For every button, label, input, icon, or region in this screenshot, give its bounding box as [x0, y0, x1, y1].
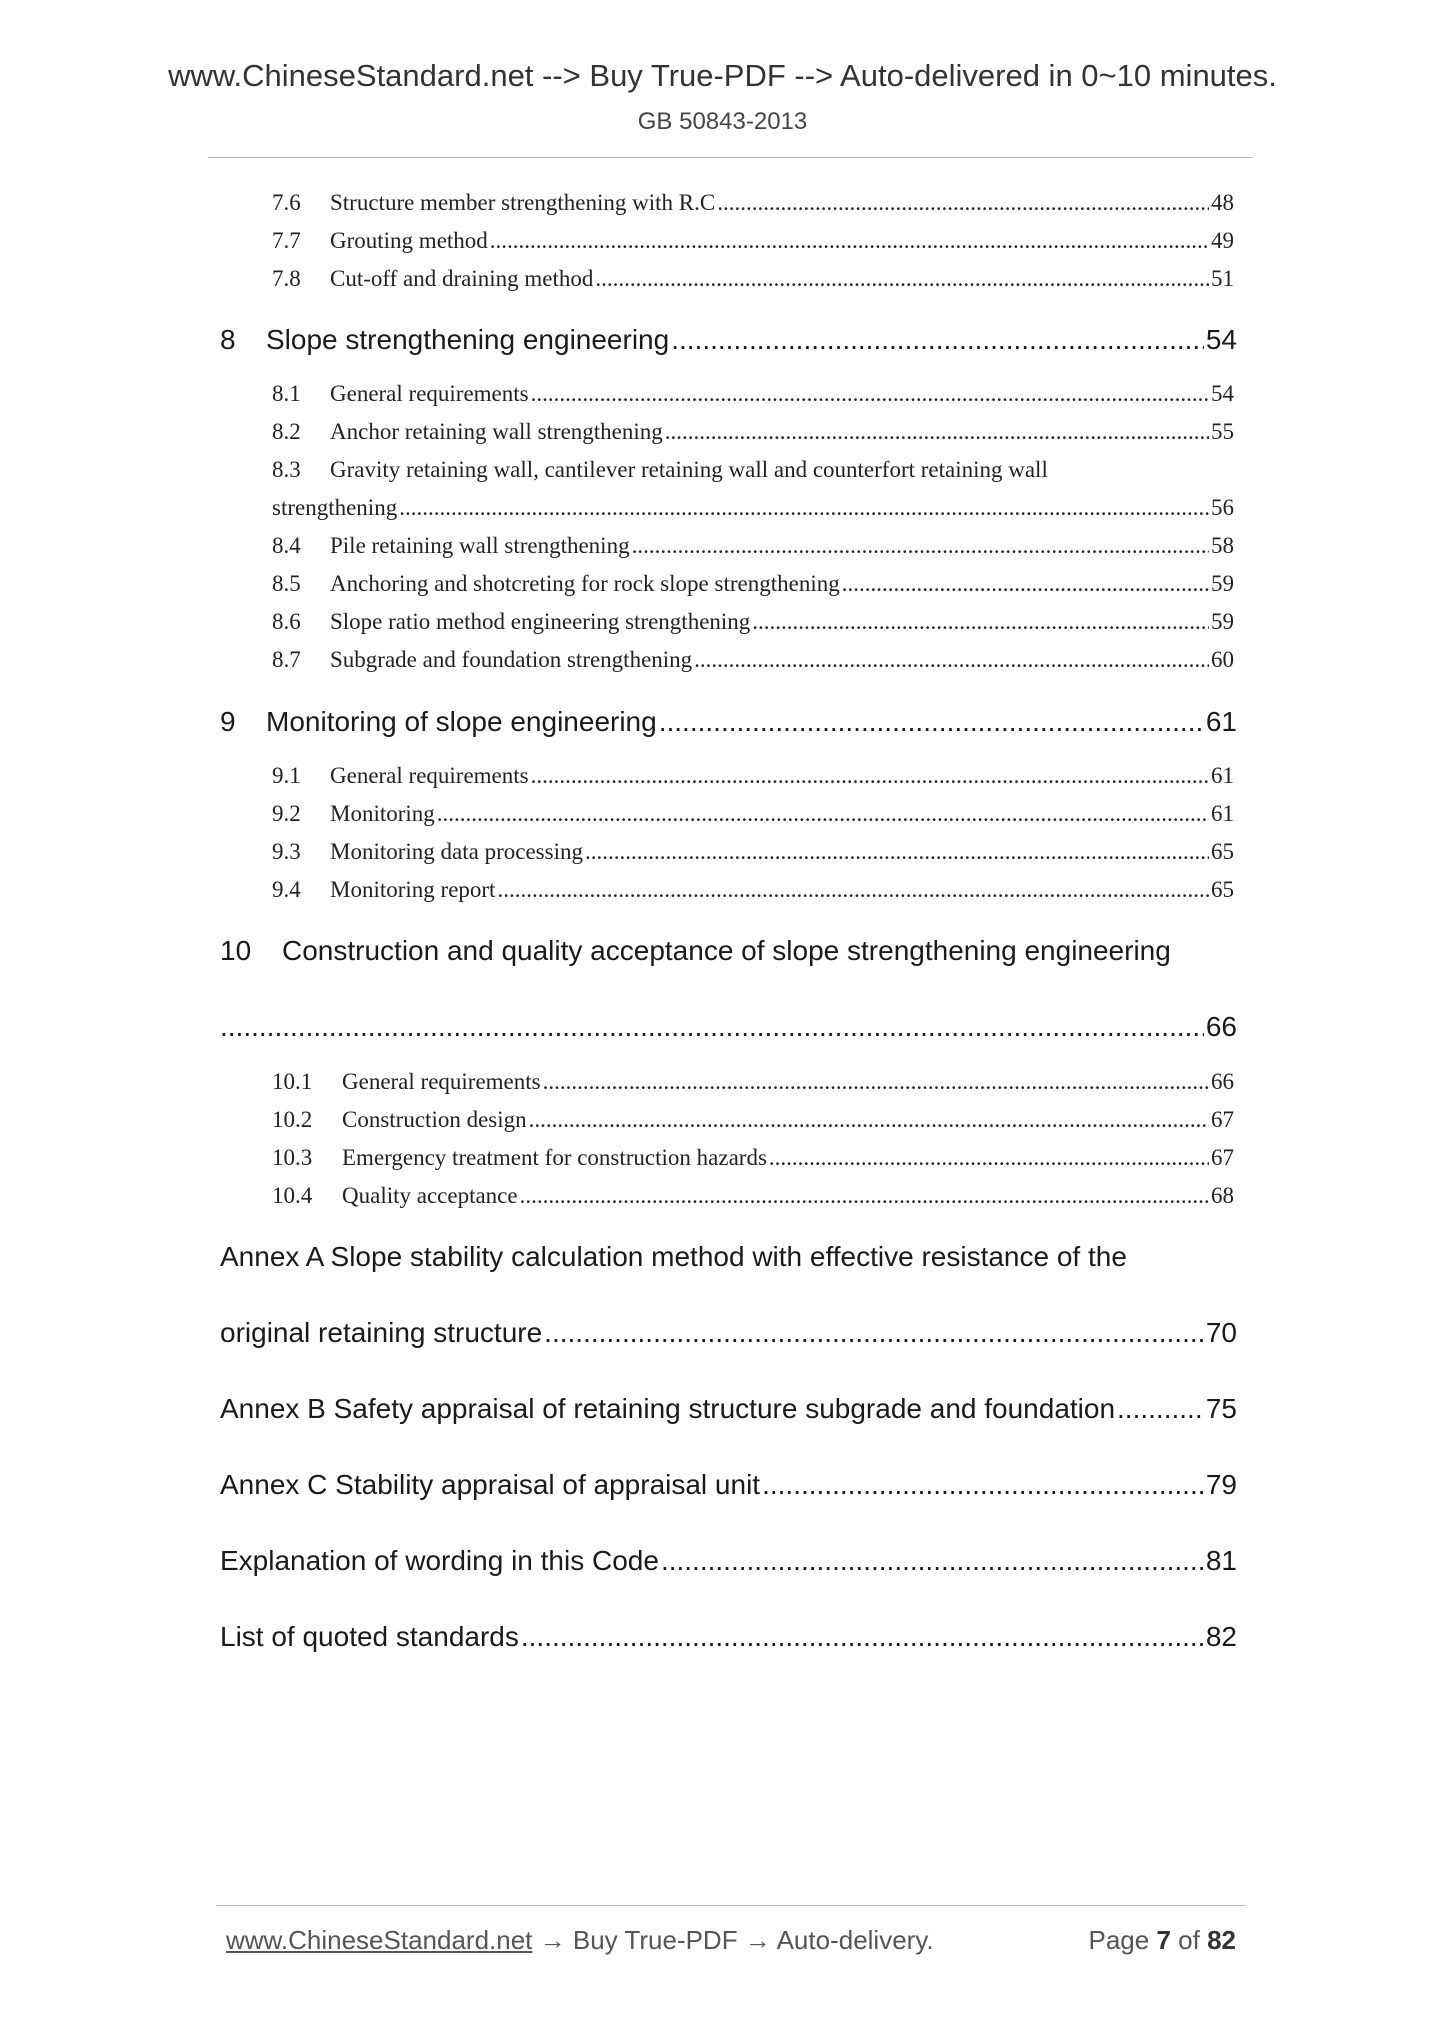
- toc-leader: [659, 706, 1204, 738]
- toc-title: Annex B Safety appraisal of retaining structure subgrade and foundation: [220, 1393, 1116, 1424]
- footer-promo: [226, 1925, 934, 1956]
- toc-leader: [497, 877, 1209, 903]
- toc-chapter-10[interactable]: [0, 935, 1445, 979]
- toc-title: Grouting method: [330, 228, 488, 253]
- toc-title: Annex C Stability appraisal of appraisal unit: [220, 1469, 761, 1500]
- toc-title: Pile retaining wall strengthening: [330, 533, 630, 558]
- header-divider: [208, 157, 1253, 158]
- toc-title: General requirements: [330, 381, 529, 406]
- toc-leader: [529, 1107, 1209, 1133]
- toc-title: Monitoring data processing: [330, 839, 583, 864]
- toc-page: 59: [1211, 609, 1234, 634]
- toc-number: 8: [220, 324, 236, 355]
- toc-leader: [531, 763, 1209, 789]
- toc-title: Subgrade and foundation strengthening: [330, 647, 693, 672]
- toc-title: Structure member strengthening with R.C: [330, 190, 716, 215]
- toc-title: List of quoted standards: [220, 1621, 519, 1652]
- toc-title: Anchoring and shotcreting for rock slope strengthening: [330, 571, 840, 596]
- toc-leader: [694, 647, 1209, 673]
- toc-entry-9-4[interactable]: [0, 877, 1445, 921]
- toc-title: Explanation of wording in this Code: [220, 1545, 659, 1576]
- toc-leader: [762, 1469, 1204, 1501]
- toc-leader: [543, 1069, 1209, 1095]
- toc-chapter-10-cont[interactable]: [0, 1011, 1445, 1055]
- toc-page: 56: [1211, 495, 1234, 520]
- toc-quoted-standards[interactable]: [0, 1621, 1445, 1665]
- toc-title: Anchor retaining wall strengthening: [330, 419, 663, 444]
- toc-page: 59: [1211, 571, 1234, 596]
- toc-page: 66: [1211, 1069, 1234, 1094]
- footer-site-link[interactable]: www.ChineseStandard.net: [226, 1925, 533, 1955]
- footer-divider: [216, 1905, 1246, 1906]
- toc-title: Monitoring report: [330, 877, 496, 902]
- toc-number: 9.1: [272, 763, 301, 788]
- toc-number: 9.3: [272, 839, 301, 864]
- page-label: Page: [1088, 1925, 1150, 1955]
- toc-title: Gravity retaining wall, cantilever retaining wall and counterfort retaining wall: [330, 457, 1048, 482]
- toc-page: 48: [1211, 190, 1234, 215]
- toc-leader: [665, 419, 1209, 445]
- toc-leader: [1117, 1393, 1204, 1425]
- page-current: 7: [1156, 1925, 1171, 1955]
- toc-number: 10.2: [272, 1107, 313, 1132]
- toc-number: 8.7: [272, 647, 301, 672]
- toc-number: 7.8: [272, 266, 301, 291]
- toc-chapter-8[interactable]: [0, 324, 1445, 368]
- toc-leader: [521, 1621, 1204, 1653]
- toc-title: Monitoring: [330, 801, 435, 826]
- toc-number: 7.7: [272, 228, 301, 253]
- toc-page: 61: [1211, 763, 1234, 788]
- toc-leader: [671, 324, 1204, 356]
- toc-title: Slope ratio method engineering strengthening: [330, 609, 751, 634]
- toc-page: 70: [1205, 1317, 1237, 1348]
- toc-number: 9.2: [272, 801, 301, 826]
- toc-entry-8-7[interactable]: [0, 647, 1445, 691]
- toc-explanation[interactable]: [0, 1545, 1445, 1589]
- toc-leader: [595, 266, 1209, 292]
- page-total: 82: [1207, 1925, 1236, 1955]
- toc-title: General requirements: [342, 1069, 541, 1094]
- toc-page: 81: [1205, 1545, 1237, 1576]
- toc-page: 51: [1211, 266, 1234, 291]
- toc-page: 54: [1211, 381, 1234, 406]
- toc-number: 9.4: [272, 877, 301, 902]
- toc-leader: [220, 1011, 1204, 1043]
- toc-number: 10: [220, 935, 252, 966]
- toc-annex-c[interactable]: [0, 1469, 1445, 1513]
- toc-leader: [520, 1183, 1209, 1209]
- toc-title: Construction design: [342, 1107, 527, 1132]
- toc-leader: [632, 533, 1209, 559]
- toc-page: 49: [1211, 228, 1234, 253]
- toc-title: Cut-off and draining method: [330, 266, 594, 291]
- toc-title: Annex A Slope stability calculation method with effective resistance of the: [220, 1241, 1127, 1272]
- toc-leader: [544, 1317, 1204, 1349]
- toc-page: 68: [1211, 1183, 1234, 1208]
- toc-title: Slope strengthening engineering: [266, 324, 670, 355]
- toc-leader: [717, 190, 1209, 216]
- toc-page: 60: [1211, 647, 1234, 672]
- page-indicator: [1088, 1925, 1236, 1956]
- toc-page: 61: [1205, 706, 1237, 737]
- toc-title: Construction and quality acceptance of slope strengthening engineering: [282, 935, 1171, 966]
- toc-number: 8.6: [272, 609, 301, 634]
- header-banner: www.ChineseStandard.net --> Buy True-PDF --> Auto-delivered in 0~10 minutes.: [168, 58, 1277, 93]
- toc-page: 61: [1211, 801, 1234, 826]
- toc-page: 65: [1211, 839, 1234, 864]
- toc-number: 8.4: [272, 533, 301, 558]
- toc-annex-a[interactable]: [0, 1241, 1445, 1285]
- toc-number: 10.1: [272, 1069, 313, 1094]
- toc-page: 58: [1211, 533, 1234, 558]
- toc-leader: [769, 1145, 1209, 1171]
- footer-arrow-text: → Buy True-PDF → Auto-delivery.: [539, 1925, 934, 1955]
- toc-chapter-9[interactable]: [0, 706, 1445, 750]
- standard-code: GB 50843-2013: [637, 108, 808, 135]
- toc-leader: [437, 801, 1209, 827]
- toc-number: 7.6: [272, 190, 301, 215]
- toc-title: Monitoring of slope engineering: [266, 706, 657, 737]
- toc-page: 67: [1211, 1145, 1234, 1170]
- toc-page: 67: [1211, 1107, 1234, 1132]
- toc-leader: [585, 839, 1209, 865]
- toc-title-continued: strengthening: [272, 495, 398, 520]
- toc-leader: [661, 1545, 1204, 1577]
- toc-annex-a-cont[interactable]: [0, 1317, 1445, 1361]
- toc-entry-7-8[interactable]: [0, 266, 1445, 310]
- page-of: of: [1178, 1925, 1200, 1955]
- toc-title: Emergency treatment for construction hazards: [342, 1145, 767, 1170]
- toc-title: Quality acceptance: [342, 1183, 518, 1208]
- toc-entry-10-4[interactable]: [0, 1183, 1445, 1227]
- toc-page: 55: [1211, 419, 1234, 444]
- toc-leader: [399, 495, 1209, 521]
- toc-page: 82: [1205, 1621, 1237, 1652]
- toc-number: 8.2: [272, 419, 301, 444]
- toc-title-continued: original retaining structure: [220, 1317, 543, 1348]
- toc-page: 66: [1205, 1011, 1237, 1042]
- toc-page: 54: [1205, 324, 1237, 355]
- toc-page: 79: [1205, 1469, 1237, 1500]
- toc-page: 75: [1205, 1393, 1237, 1424]
- toc-leader: [842, 571, 1209, 597]
- toc-leader: [531, 381, 1209, 407]
- footer: [226, 1925, 1236, 1956]
- toc-number: 8.3: [272, 457, 301, 482]
- toc-number: 10.3: [272, 1145, 313, 1170]
- toc-number: 8.1: [272, 381, 301, 406]
- toc-number: 10.4: [272, 1183, 313, 1208]
- toc-leader: [752, 609, 1209, 635]
- toc-annex-b[interactable]: [0, 1393, 1445, 1437]
- toc-title: General requirements: [330, 763, 529, 788]
- toc-number: 9: [220, 706, 236, 737]
- toc-page: 65: [1211, 877, 1234, 902]
- toc-number: 8.5: [272, 571, 301, 596]
- toc-leader: [490, 228, 1209, 254]
